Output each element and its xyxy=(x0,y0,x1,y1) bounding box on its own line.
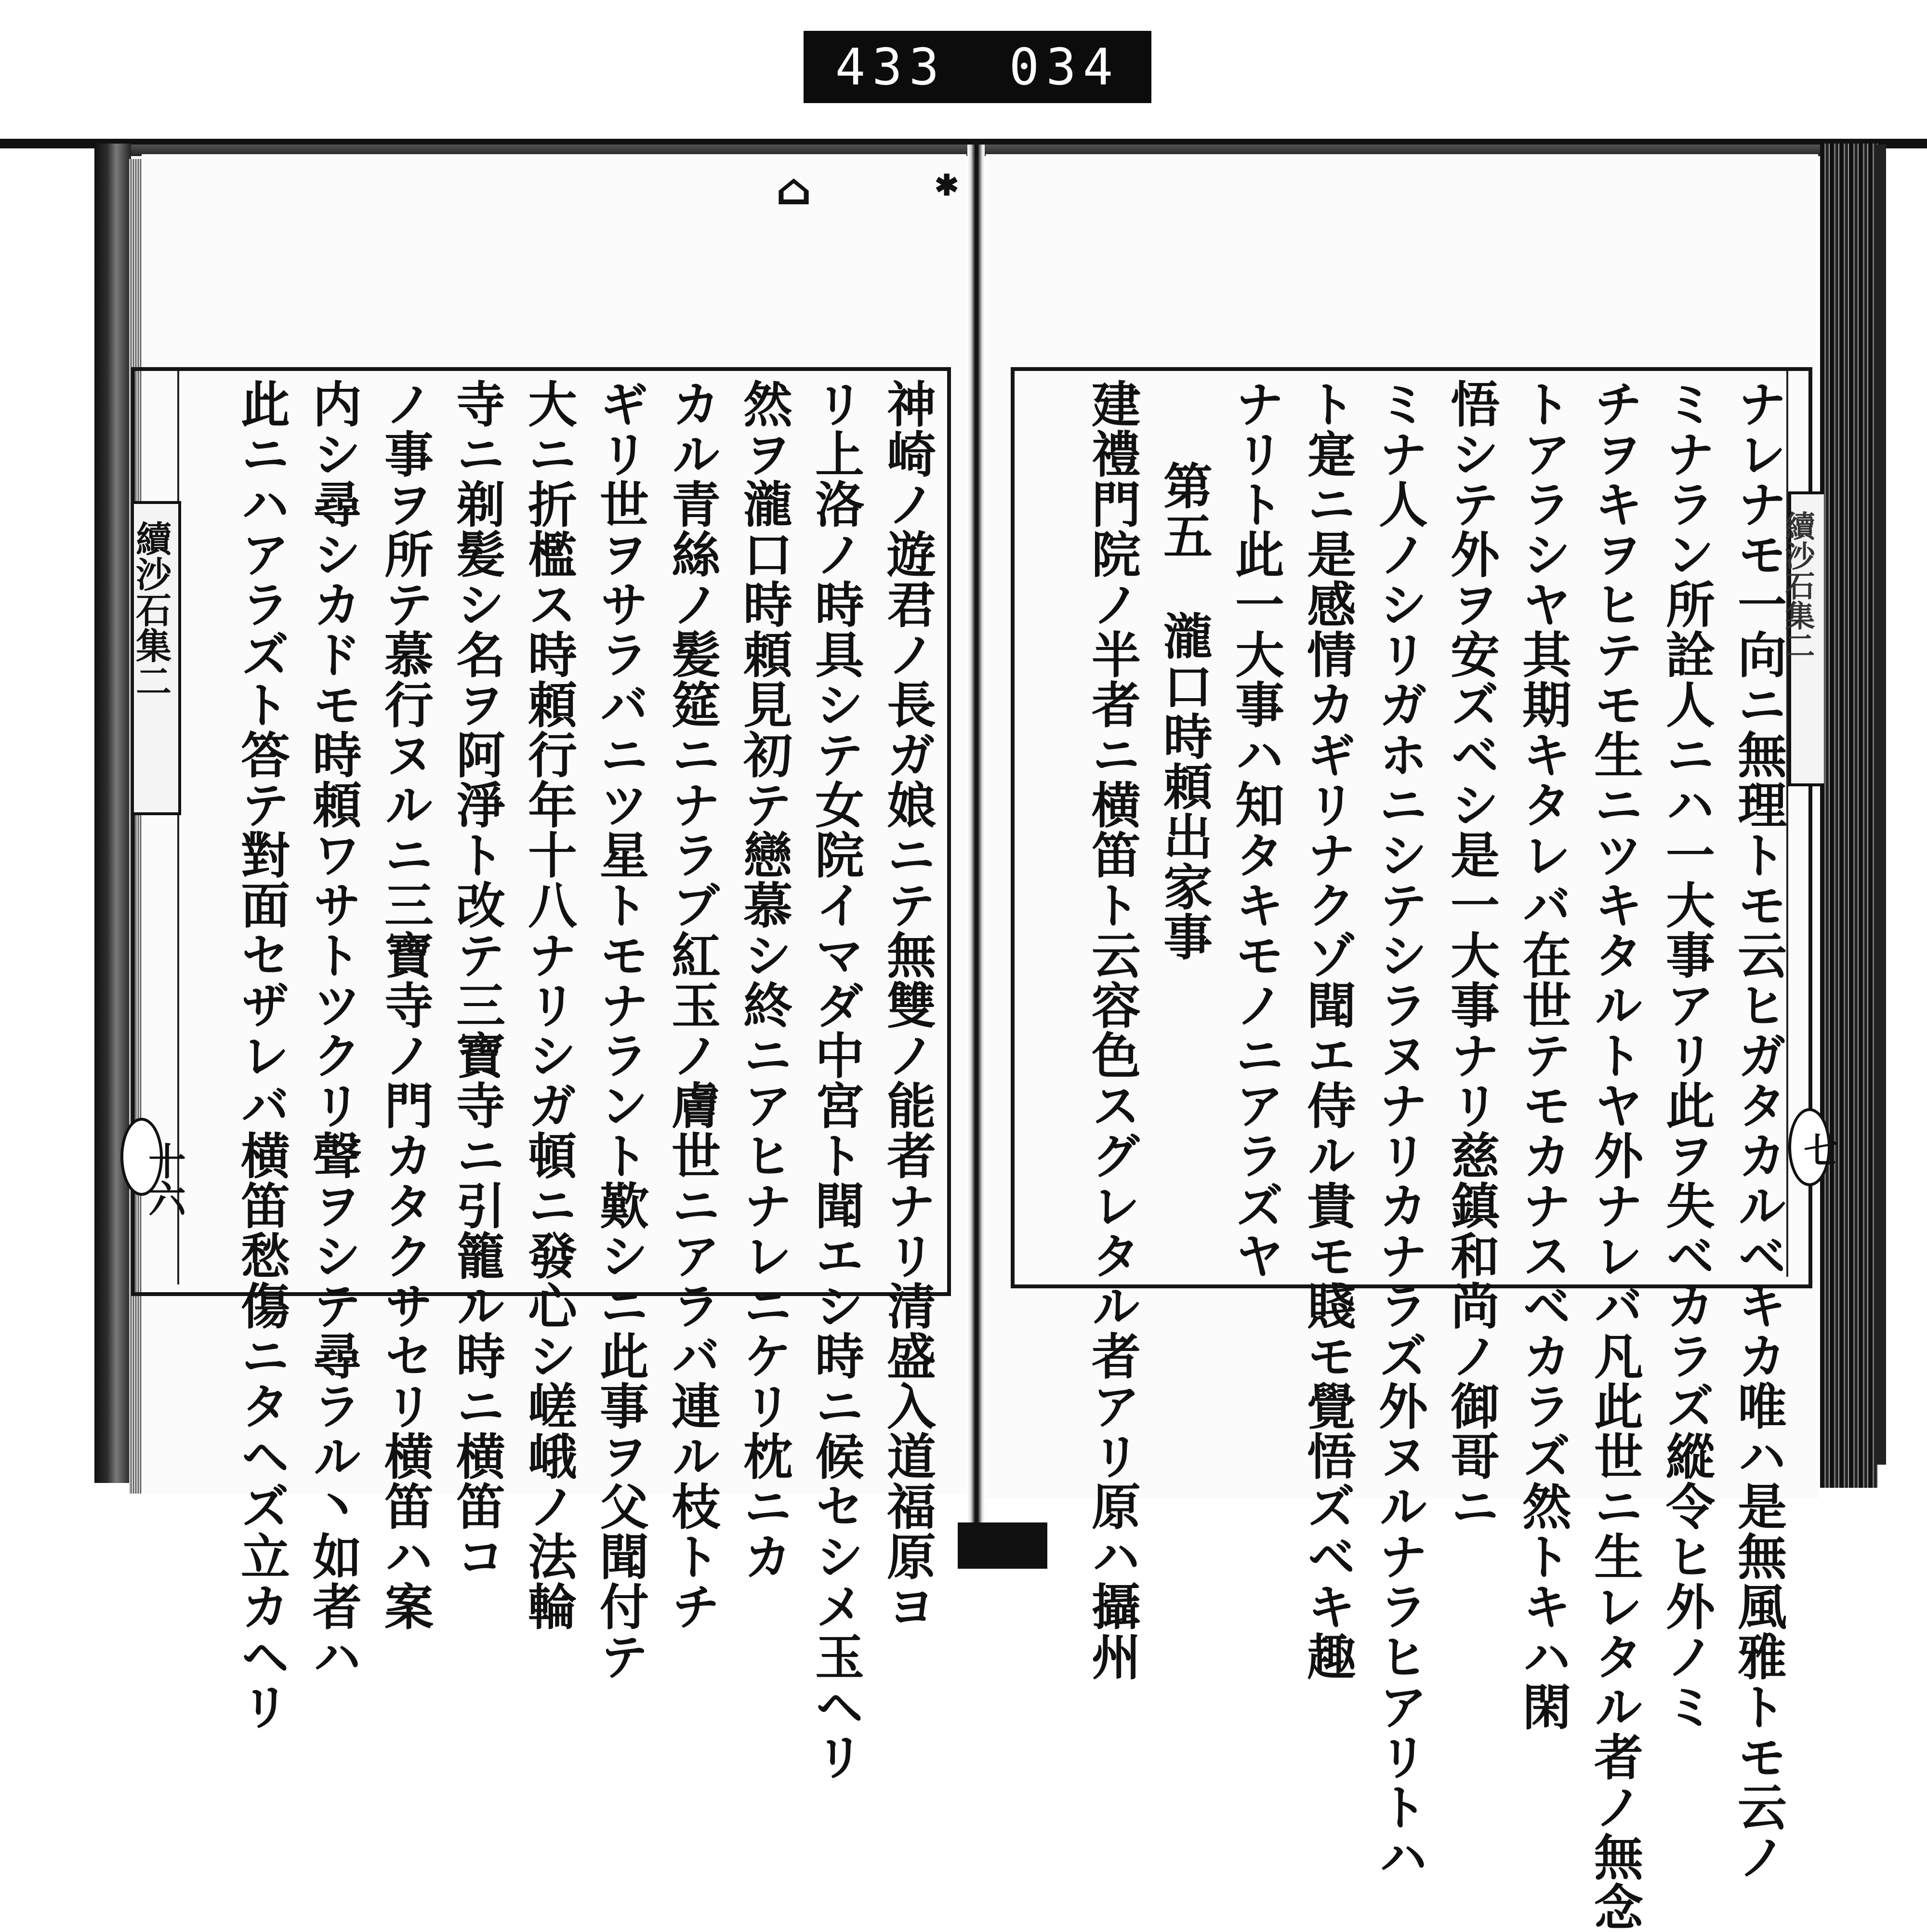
text-column: カル青絲ノ髪筵ニナラブ紅玉ノ膚世ニアラバ連ル枝トチ xyxy=(663,379,721,1631)
ink-mark: ✱ xyxy=(935,169,959,202)
text-column: リ上洛ノ時具シテ女院イマダ中宮ト聞エシ時ニ候セシメ玉ヘリ xyxy=(807,379,865,1782)
text-column: ナリト此一大事ハ知タキモノニアラズヤ xyxy=(1227,379,1285,1281)
left-page-number: 十六 xyxy=(142,1142,186,1217)
right-fore-edge xyxy=(1820,144,1878,1488)
text-column: 悟シテ外ヲ安ズベシ是一大事ナリ慈鎮和尚ノ御哥ニ xyxy=(1442,379,1500,1531)
text-column: ギリ世ヲサラバニツ星トモナラント歎シニ此事ヲ父聞付テ xyxy=(592,379,649,1681)
text-column: 神崎ノ遊君ノ長ガ娘ニテ無雙ノ能者ナリ清盛入道福原ヨ xyxy=(879,379,937,1631)
spine-gutter xyxy=(967,145,985,1542)
archive-label-right-number: 034 xyxy=(1009,38,1120,96)
text-column: 内シ尋シカドモ時頼ワサトツクリ聲ヲシテ尋ラル丶如者ハ xyxy=(304,379,362,1681)
text-column: ナレナモ一向ニ無理トモ云ヒガタカルベキカ唯ハ是無風雅トモ云ノ xyxy=(1729,379,1787,1882)
left-text-body xyxy=(199,379,943,1782)
spine-foot-shadow xyxy=(958,1522,1047,1569)
text-column: トアラシヤ其期キタレバ在世テモカナスベカラズ然トキハ閑 xyxy=(1514,379,1572,1732)
library-stamp-mark: ⌂ xyxy=(776,164,812,215)
archive-label-left-number: 433 xyxy=(835,38,946,96)
right-page-number: 七 xyxy=(1798,1132,1839,1167)
archive-label xyxy=(804,31,1151,103)
text-column: ミナ人ノシリガホニシテシラヌナリカナラズ外ヌルナラヒアリトハ xyxy=(1371,379,1428,1882)
text-column: ミナラン所詮人ニハ一大事アリ此ヲ失ベカラズ縱令ヒ外ノミ xyxy=(1658,379,1716,1732)
left-margin-title: 續沙石集二 xyxy=(130,520,172,699)
right-text-body xyxy=(1043,379,1794,1932)
left-cover-edge xyxy=(94,144,131,1483)
right-cover-edge xyxy=(1876,145,1886,1465)
text-column: 然ヲ瀧口時頼見初テ戀慕シ終ニアヒナレニケリ枕ニカ xyxy=(735,379,793,1581)
text-column: 大ニ折檻ス時頼行年十八ナリシガ頓ニ發心シ嵯峨ノ法輪 xyxy=(520,379,578,1631)
chapter-heading: 第五 瀧口時頼出家事 xyxy=(1155,461,1213,962)
text-column: 此ニハアラズト答テ對面セザレバ横笛愁傷ニタヘズ立カヘリ xyxy=(233,379,290,1732)
text-column: ト寔ニ是感情カギリナクゾ聞エ侍ル貴モ賤モ覺悟ズベキ趣 xyxy=(1299,379,1357,1681)
right-margin-title: 續沙石集二 xyxy=(1780,511,1815,660)
text-column: 寺ニ剃髪シ名ヲ阿淨ト改テ三寶寺ニ引籠ル時ニ横笛コ xyxy=(448,379,506,1581)
text-column: 建禮門院ノ半者ニ横笛ト云容色スグレタル者アリ原ハ攝州 xyxy=(1083,379,1141,1681)
text-column: チヲキヲヒテモ生ニツキタルトヤ外ナレバ凡此世ニ生レタル者ノ無念 xyxy=(1586,379,1644,1932)
text-column: ノ事ヲ所テ慕行ヌルニ三寶寺ノ門カタクサセリ横笛ハ案 xyxy=(376,379,434,1631)
